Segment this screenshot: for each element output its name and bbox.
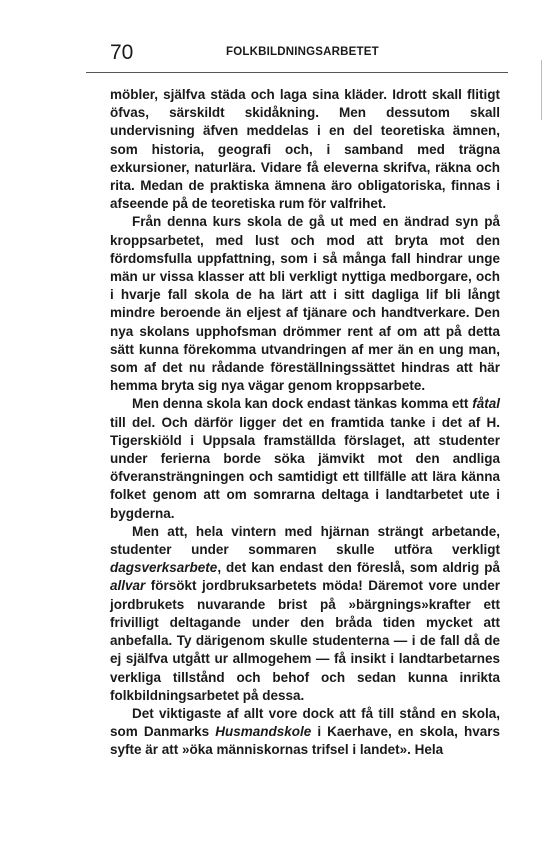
emphasis-allvar: allvar [110, 578, 146, 594]
paragraph-4: Men att, hela vintern med hjärnan strängt arbetande, studenter under sommaren skulle utföra verkligt dagsverksarbete, det kan endast den föreslå, som aldrig på allvar försökt jordbruksarbetets möda! Däremot vore under jordbrukets nuvarande brist på »bärgnings»krafter ett frivilligt deltagande under den bråda tiden mycket att anbefalla. Ty därigenom skulle studenterna — i de fall då de ej själfva utgått ur allmogehem — få insikt i landtarbetarnes verkliga tillstånd och behof och sedan kunna inrikta folkbildningsarbetet på dessa. [110, 523, 500, 703]
body-text [110, 86, 500, 760]
paragraph-3: Men denna skola kan dock endast tänkas komma ett fåtal till del. Och därför ligger det en framtida tanke i det af H. Tigerskiöld i Uppsala framställda förslaget, att studenter under ferierna borde söka jämvikt mot den andliga öfveransträngningen och samtidigt ett tillfälle att lära känna folket genom att om somrarna deltaga i landtarbetet ute i bygderna. [110, 396, 500, 521]
page-header [86, 40, 508, 66]
running-title: FOLKBILDNINGSARBETET [226, 46, 379, 58]
paragraph-1: möbler, själfva städa och laga sina kläder. Idrott skall flitigt öfvas, särskildt skidåkning. Men dessutom skall undervisning äfven meddelas i en del teoretiska ämnen, som historia, geografi och, i samband med trägna exkursioner, naturlära. Vidare få eleverna skrifva, räkna och rita. Medan de praktiska ämnena äro obligatoriska, finnas i afseende på de teoretiska rum för valfrihet. [110, 87, 500, 212]
paragraph-2: Från denna kurs skola de gå ut med en ändrad syn på kroppsarbetet, med lust och mod att bryta mot den fördomsfulla uppfattning, som i så många fall hindrar unge män ur vissa klasser att bli verkligt nyttiga medborgare, och i hvarje fall skola de ha lärt att i sitt dagliga lif bli långt mindre beroende än eljest af tjänare och handtverkare. Den nya skolans upphofsman drömmer rent af om att på detta sätt kunna förekomma utvandringen af mer än en ung man, som af det nu rådande föreställningssättet hindras att här hemma bryta sig nya vägar genom kroppsarbete. [110, 214, 500, 394]
page-edge-mark [541, 60, 542, 120]
emphasis-dagsverksarbete: dagsverksarbete [110, 560, 218, 576]
emphasis-fatal: fåtal [472, 396, 500, 412]
header-rule [86, 72, 508, 73]
paragraph-5: Det viktigaste af allt vore dock att få till stånd en skola, som Danmarks Husmandskole i Kaerhave, en skola, hvars syfte är att »öka människornas trifsel i landet». Hela [110, 705, 500, 758]
page-number: 70 [110, 41, 134, 64]
emphasis-husmandskole: Husmandskole [215, 724, 312, 740]
